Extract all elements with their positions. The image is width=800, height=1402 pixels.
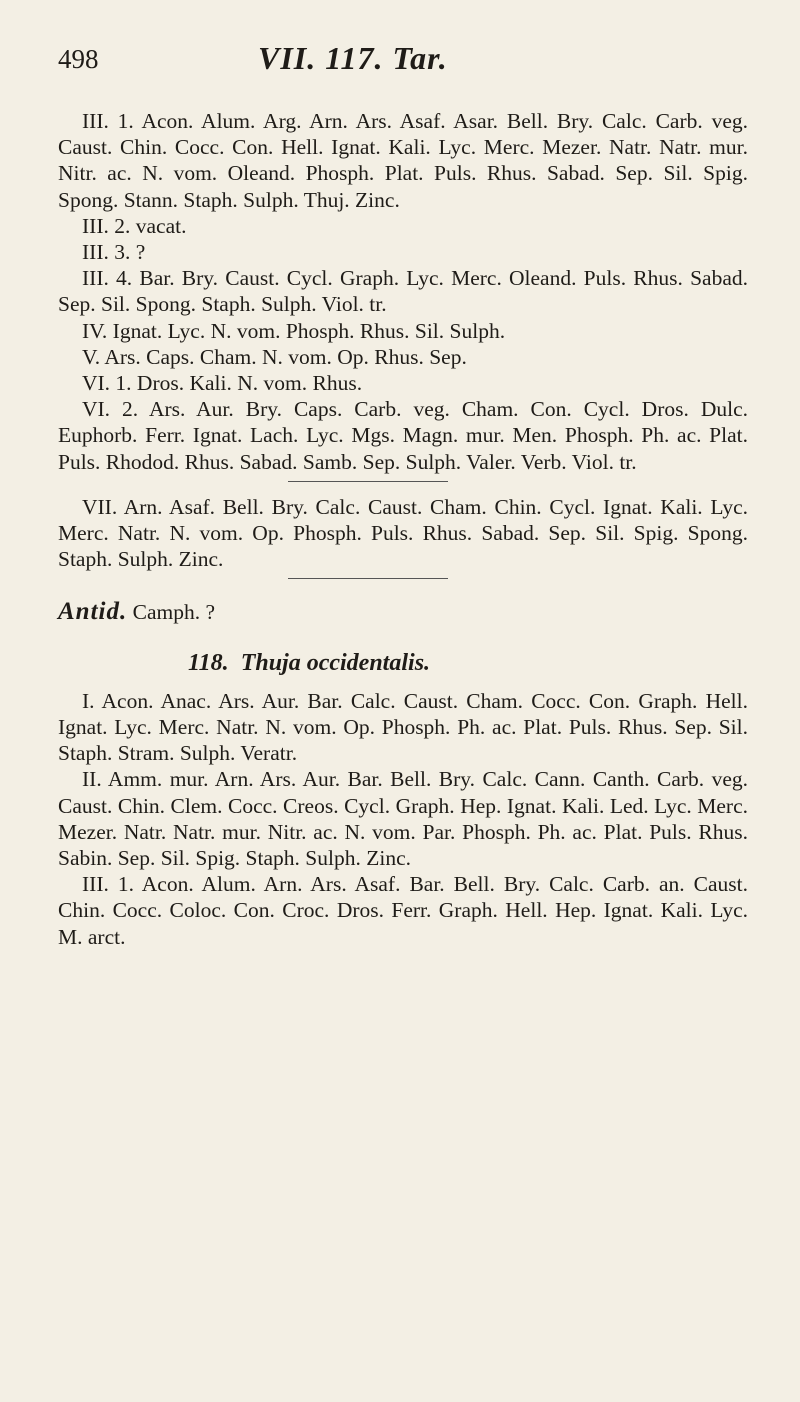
section-title: Thuja occidentalis.	[240, 649, 431, 676]
section-number: 118.	[188, 649, 229, 676]
antidote-text: Camph. ?	[132, 600, 216, 625]
paragraph-vii: VII. Arn. Asaf. Bell. Bry. Calc. Caust. Cham. Chin. Cycl. Ignat. Kali. Lyc. Merc. Natr. N. vom. Op. Phosph. Puls. Rhus. Sabad. Sep. Sil. Spig. Spong. Staph. Sulph. Zinc.	[58, 494, 748, 572]
section-heading	[188, 650, 748, 676]
antidote-label: Antid.	[58, 598, 128, 626]
paragraph-iii-2: III. 2. vacat.	[82, 213, 187, 238]
running-title: VII. 117. Tar.	[258, 40, 448, 76]
thuja-paragraph-ii: II. Amm. mur. Arn. Ars. Aur. Bar. Bell. Bry. Calc. Cann. Canth. Carb. veg. Caust. Chin. Clem. Cocc. Creos. Cycl. Graph. Hep. Ignat. Kali. Led. Lyc. Merc. Mezer. Natr. Natr. mur. Nitr. ac. N. vom. Par. Phosph. Ph. ac. Plat. Puls. Rhus. Sabin. Sep. Sil. Spig. Staph. Sulph. Zinc.	[58, 767, 748, 871]
page-header	[58, 40, 748, 80]
separator-rule	[288, 481, 448, 482]
thuja-paragraph-i: I. Acon. Anac. Ars. Aur. Bar. Calc. Caust. Cham. Cocc. Con. Graph. Hell. Ignat. Lyc. Merc. Natr. N. vom. Op. Phosph. Ph. ac. Plat. Puls. Rhus. Sep. Sil. Staph. Stram. Sulph. Veratr.	[58, 688, 748, 766]
paragraph-iii-1: III. 1. Acon. Alum. Arg. Arn. Ars. Asaf. Asar. Bell. Bry. Calc. Carb. veg. Caust. Chin. Cocc. Con. Hell. Ignat. Kali. Lyc. Merc. Mezer. Natr. Natr. mur. Nitr. ac. N. vom. Oleand. Phosph. Plat. Puls. Rhus. Sabad. Sep. Sil. Spig. Spong. Stann. Staph. Sulph. Thuj. Zinc.	[58, 109, 748, 212]
paragraph-iii-4: III. 4. Bar. Bry. Caust. Cycl. Graph. Lyc. Merc. Oleand. Puls. Rhus. Sabad. Sep. Sil. Spong. Staph. Sulph. Viol. tr.	[58, 266, 748, 317]
paragraph-iv: IV. Ignat. Lyc. N. vom. Phosph. Rhus. Sil. Sulph.	[82, 318, 506, 343]
separator-rule	[288, 578, 448, 579]
page-number: 498	[58, 44, 99, 74]
thuja-paragraph-iii-1: III. 1. Acon. Alum. Arn. Ars. Asaf. Bar. Bell. Bry. Calc. Carb. an. Caust. Chin. Cocc. Coloc. Con. Croc. Dros. Ferr. Graph. Hell. Hep. Ignat. Kali. Lyc. M. arct.	[58, 872, 748, 949]
antidote-line	[58, 599, 748, 625]
page-body	[58, 108, 748, 950]
paragraph-v: V. Ars. Caps. Cham. N. vom. Op. Rhus. Sep.	[82, 344, 467, 369]
paragraph-vi-1: VI. 1. Dros. Kali. N. vom. Rhus.	[82, 371, 363, 396]
paragraph-vi-2: VI. 2. Ars. Aur. Bry. Caps. Carb. veg. Cham. Con. Cycl. Dros. Dulc. Euphorb. Ferr. Ignat. Lach. Lyc. Mgs. Magn. mur. Men. Phosph. Ph. ac. Plat. Puls. Rhodod. Rhus. Sabad. Samb. Sep. Sulph. Valer. Verb. Viol. tr.	[58, 397, 748, 474]
paragraph-iii-3: III. 3. ?	[82, 240, 146, 265]
